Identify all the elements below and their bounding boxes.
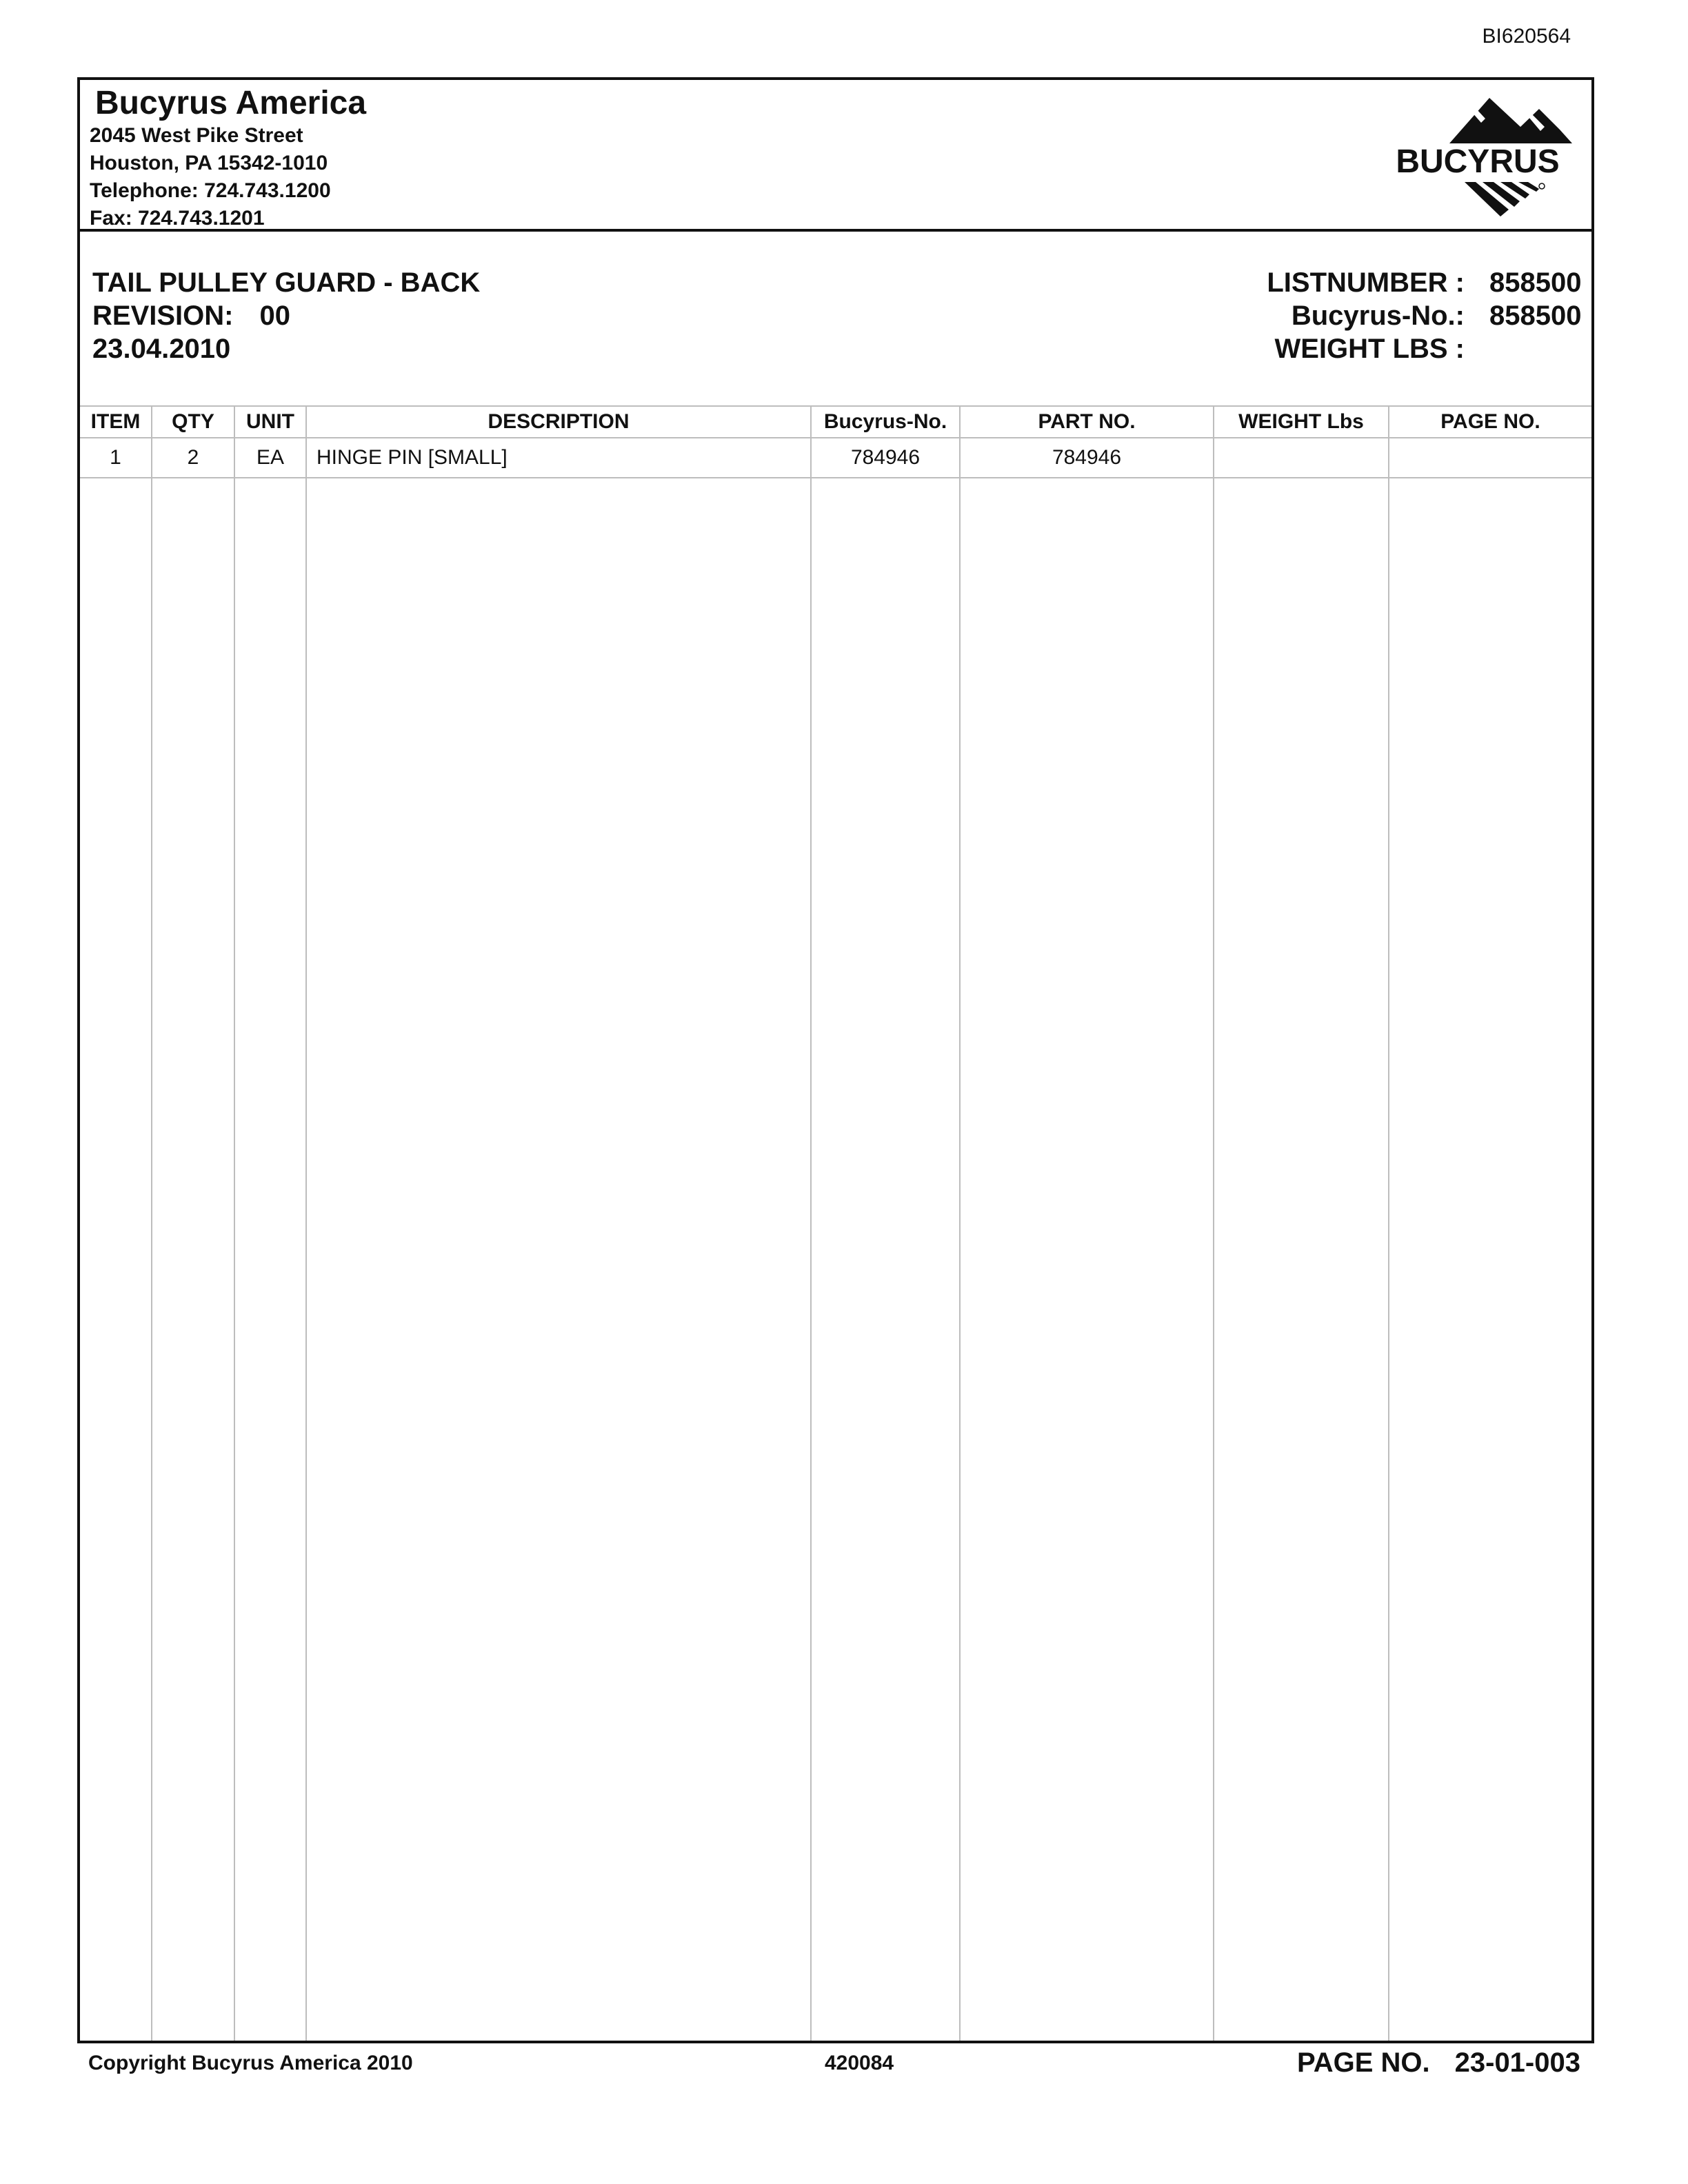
- column-header-part-no: PART NO.: [960, 406, 1214, 438]
- revision-line: [92, 299, 480, 332]
- assembly-title: TAIL PULLEY GUARD - BACK: [92, 267, 481, 298]
- listnumber-row: [1267, 266, 1582, 299]
- address-line: 2045 West Pike Street: [90, 124, 303, 147]
- company-block: [90, 84, 366, 232]
- weight-cell: [1214, 438, 1389, 478]
- company-name: Bucyrus America: [95, 85, 367, 121]
- header-divider: [80, 229, 1591, 232]
- meta-block: [1267, 266, 1582, 365]
- column-header-weight: WEIGHT Lbs: [1214, 406, 1389, 438]
- fax-line: Fax: 724.743.1201: [90, 207, 265, 230]
- telephone-line: Telephone: 724.743.1200: [90, 179, 331, 202]
- title-block: [92, 266, 480, 365]
- listnumber-label: LISTNUMBER :: [1267, 267, 1465, 298]
- revision-label: REVISION:: [92, 301, 234, 331]
- bucyrus-no-value: 858500: [1489, 301, 1582, 331]
- footer-page-number: [1297, 2048, 1580, 2079]
- weight-value: [1489, 332, 1579, 365]
- table-empty-area: [80, 478, 1591, 2041]
- document-id: BI620564: [1482, 25, 1571, 48]
- logo-text: BUCYRUS: [1396, 143, 1560, 180]
- table-header-row: [80, 406, 1591, 438]
- address-line: Houston, PA 15342-1010: [90, 152, 328, 174]
- description-cell: HINGE PIN [SMALL]: [306, 438, 811, 478]
- bucyrus-logo: [1379, 94, 1579, 218]
- bucyrus-no-row: [1267, 299, 1582, 332]
- part-no-cell: 784946: [960, 438, 1214, 478]
- weight-row: [1267, 332, 1579, 365]
- copyright-text: Copyright Bucyrus America 2010: [88, 2052, 413, 2074]
- column-header-description: DESCRIPTION: [306, 406, 811, 438]
- column-header-item: ITEM: [80, 406, 152, 438]
- item-cell: 1: [80, 438, 152, 478]
- page-value: 23-01-003: [1454, 2048, 1580, 2078]
- column-header-bucyrus-no: Bucyrus-No.: [811, 406, 960, 438]
- column-header-unit: UNIT: [234, 406, 306, 438]
- footer-code: 420084: [825, 2052, 894, 2074]
- page-no-cell: [1389, 438, 1591, 478]
- qty-cell: 2: [152, 438, 234, 478]
- weight-label: WEIGHT LBS :: [1274, 334, 1465, 364]
- logo-stripe: [1465, 182, 1509, 216]
- revision-value: 00: [259, 301, 290, 331]
- unit-cell: EA: [234, 438, 306, 478]
- document-frame: [77, 77, 1594, 2043]
- bucyrus-no-label: Bucyrus-No.:: [1291, 301, 1465, 331]
- bucyrus-no-cell: 784946: [811, 438, 960, 478]
- listnumber-value: 858500: [1489, 267, 1582, 298]
- table-row: [80, 438, 1591, 478]
- parts-table: [80, 405, 1591, 2041]
- page-label: PAGE NO.: [1297, 2048, 1430, 2078]
- column-header-qty: QTY: [152, 406, 234, 438]
- document-date: 23.04.2010: [92, 334, 231, 364]
- column-header-page-no: PAGE NO.: [1389, 406, 1591, 438]
